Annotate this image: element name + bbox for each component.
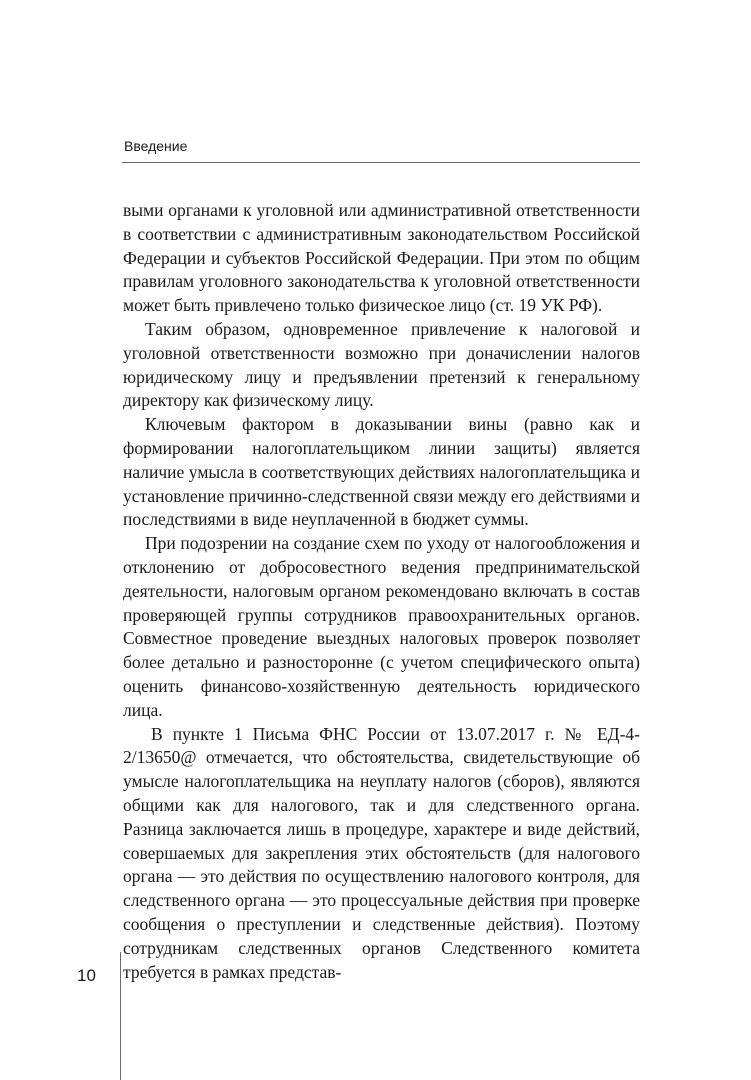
- body-text: [123, 199, 640, 984]
- paragraph: При подозрении на создание схем по уходу от налогообложения и отклонению от добросовестного ведения предпринимательской деятельности, налоговым органом рекомендовано включать в состав проверяющей группы сотрудников правоохранительных органов. Совместное проведение выездных налоговых проверок позволяет более детально и разносторонне (с учетом специфического опыта) оценить финансово-хозяйственную деятельность юридического лица.: [123, 533, 640, 720]
- page-number: 10: [77, 966, 96, 985]
- paragraph: Таким образом, одновременное привлечение к налоговой и уголовной ответственности возможно при доначислении налогов юридическому лицу и предъявлении претензий к генеральному директору как физическому лицу.: [123, 318, 640, 411]
- paragraph: Ключевым фактором в доказывании вины (равно как и формировании налогоплательщиком линии защиты) является наличие умысла в соответствующих действиях налогоплательщика и установление причинно-следственной связи между его действиями и последствиями в виде неуплаченной в бюджет суммы.: [123, 414, 640, 530]
- header-divider: [122, 162, 640, 163]
- paragraph: В пункте 1 Письма ФНС России от 13.07.2017 г. № ЕД-4-2/13650@ отмечается, что обстоятельства, свидетельствующие об умысле налогоплательщика на неуплату налогов (сборов), являются общими как для налогового, так и для следственного органа. Разница заключается лишь в процедуре, характере и виде действий, совершаемых для закрепления этих обстоятельств (для налогового органа — это действия по осуществлению налогового контроля, для следственного органа — это процессуальные действия при проверке сообщения о преступлении и следственные действия). Поэтому сотрудникам следственных органов Следственного комитета требуется в рамках представ-: [123, 723, 640, 982]
- running-head-section-title: Введение: [124, 138, 188, 154]
- footer-vertical-rule: [120, 952, 121, 1080]
- paragraph-continuation: выми органами к уголовной или административной ответственности в соответствии с административным законодательством Российской Федерации и субъектов Российской Федерации. При этом по общим правилам уголовного законодательства к уголовной ответственности может быть привлечено только физическое лицо (ст. 19 УК РФ).: [123, 200, 640, 316]
